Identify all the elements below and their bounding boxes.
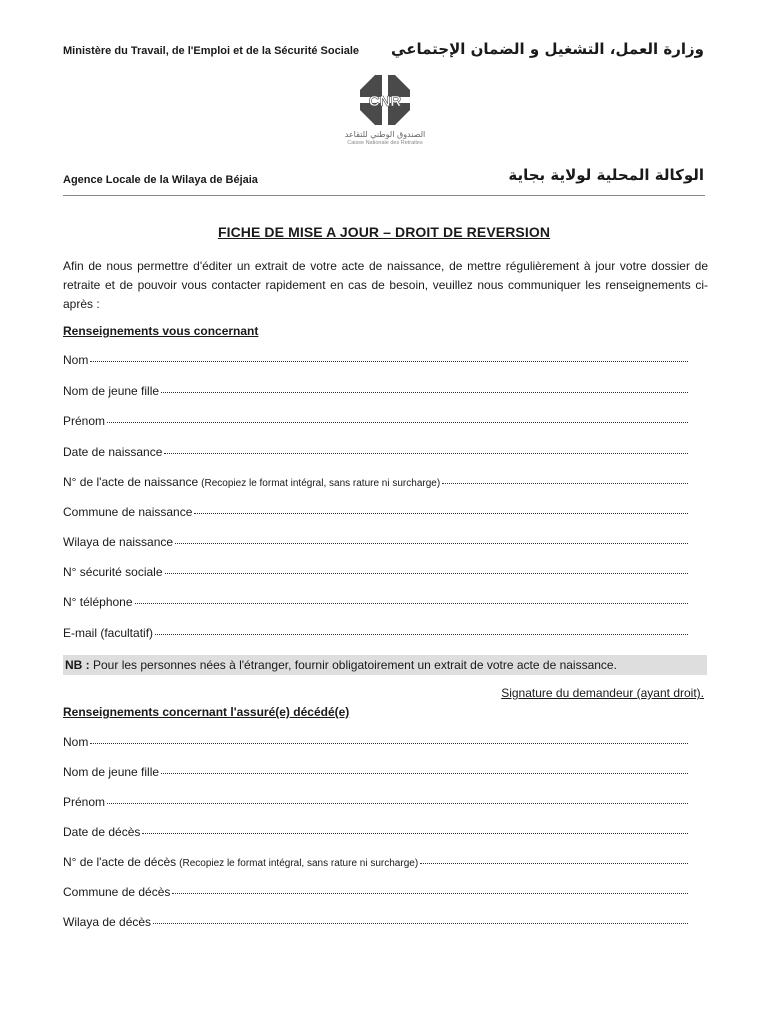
- field-label: Date de décès: [63, 825, 141, 839]
- fill-line[interactable]: [135, 602, 688, 604]
- field-date-naissance[interactable]: [63, 445, 688, 459]
- fill-line[interactable]: [172, 892, 688, 894]
- field-defunt-prenom[interactable]: [63, 795, 688, 809]
- logo-text: CNR: [368, 93, 402, 110]
- logo-caption-ar: الصندوق الوطني للتقاعد: [344, 130, 426, 139]
- field-label: Wilaya de décès: [63, 915, 152, 929]
- fill-line[interactable]: [90, 360, 688, 362]
- fill-line[interactable]: [107, 802, 688, 804]
- field-label: Date de naissance: [63, 445, 163, 459]
- field-label: Prénom: [63, 414, 106, 428]
- field-label: E-mail (facultatif): [63, 626, 154, 640]
- fill-line[interactable]: [161, 772, 688, 774]
- field-acte-deces[interactable]: [63, 855, 688, 869]
- cnr-logo: [330, 74, 440, 164]
- field-label: N° sécurité sociale: [63, 565, 163, 579]
- field-acte-naissance[interactable]: [63, 475, 688, 489]
- field-commune-naissance[interactable]: [63, 505, 688, 519]
- nb-prefix: NB :: [65, 658, 90, 672]
- field-defunt-nom-jeune-fille[interactable]: [63, 765, 688, 779]
- form-title: FICHE DE MISE A JOUR – DROIT DE REVERSION: [217, 224, 551, 240]
- section1-title: Renseignements vous concernant: [63, 324, 259, 338]
- field-commune-deces[interactable]: [63, 885, 688, 899]
- fill-line[interactable]: [107, 421, 688, 423]
- field-prenom[interactable]: [63, 414, 688, 428]
- field-label: N° de l'acte de décès: [63, 855, 177, 869]
- fill-line[interactable]: [165, 572, 688, 574]
- field-label: Commune de naissance: [63, 505, 193, 519]
- ministry-fr: Ministère du Travail, de l'Emploi et de la Sécurité Sociale: [63, 45, 360, 57]
- fill-line[interactable]: [155, 633, 688, 635]
- field-label: Wilaya de naissance: [63, 535, 174, 549]
- field-label: Prénom: [63, 795, 106, 809]
- nb-text: Pour les personnes nées à l'étranger, fournir obligatoirement un extrait de votre acte de naissance.: [89, 658, 617, 672]
- field-label: N° de l'acte de naissance: [63, 475, 199, 489]
- field-hint: (Recopiez le format intégral, sans rature ni surcharge): [179, 858, 419, 869]
- field-nom[interactable]: [63, 353, 688, 367]
- field-label: Nom de jeune fille: [63, 384, 160, 398]
- field-defunt-nom[interactable]: [63, 735, 688, 749]
- fill-line[interactable]: [153, 922, 688, 924]
- field-label: Nom de jeune fille: [63, 765, 160, 779]
- field-wilaya-naissance[interactable]: [63, 535, 688, 549]
- fill-line[interactable]: [442, 482, 688, 484]
- agency-ar: الوكالة المحلية لولاية بجاية: [508, 166, 704, 184]
- logo-caption-fr: Caisse Nationale des Retraites: [347, 140, 423, 146]
- field-nom-jeune-fille[interactable]: [63, 384, 688, 398]
- field-telephone[interactable]: [63, 595, 688, 609]
- fill-line[interactable]: [194, 512, 688, 514]
- fill-line[interactable]: [164, 452, 688, 454]
- fill-line[interactable]: [420, 862, 688, 864]
- nb-notice: [63, 655, 707, 675]
- fill-line[interactable]: [175, 542, 688, 544]
- header-divider: [63, 195, 705, 196]
- field-label: Nom: [63, 735, 89, 749]
- cnr-logo-icon: [359, 74, 411, 126]
- field-wilaya-deces[interactable]: [63, 915, 688, 929]
- field-label: N° téléphone: [63, 595, 133, 609]
- section2-title: Renseignements concernant l'assuré(e) décédé(e): [63, 705, 350, 719]
- field-securite-sociale[interactable]: [63, 565, 688, 579]
- field-hint: (Recopiez le format intégral, sans rature ni surcharge): [201, 478, 441, 489]
- field-email[interactable]: [63, 626, 688, 640]
- field-label: Nom: [63, 353, 89, 367]
- signature-label: Signature du demandeur (ayant droit).: [501, 686, 704, 700]
- ministry-ar: وزارة العمل، التشغيل و الضمان الإجتماعي: [391, 40, 704, 58]
- fill-line[interactable]: [90, 742, 688, 744]
- field-label: Commune de décès: [63, 885, 171, 899]
- agency-fr: Agence Locale de la Wilaya de Béjaia: [63, 174, 258, 186]
- fill-line[interactable]: [142, 832, 688, 834]
- intro-paragraph: Afin de nous permettre d'éditer un extrait de votre acte de naissance, de mettre régulièrement à jour votre dossier de retraite et de pouvoir vous contacter rapidement en cas de besoin, veuillez nous communiquer les renseignements ci-après :: [63, 259, 708, 311]
- field-date-deces[interactable]: [63, 825, 688, 839]
- fill-line[interactable]: [161, 391, 688, 393]
